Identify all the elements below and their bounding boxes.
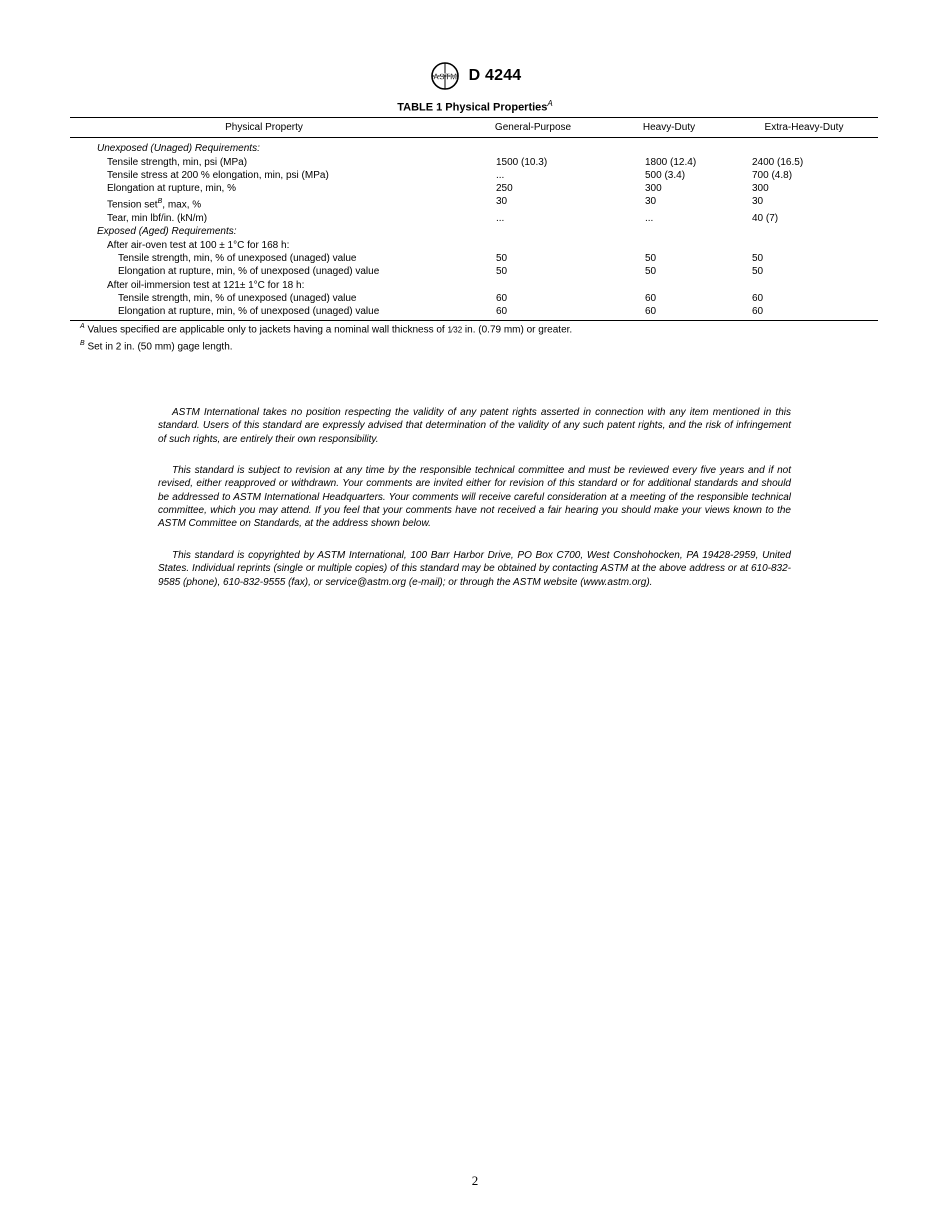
row-label: Exposed (Aged) Requirements: bbox=[97, 226, 237, 238]
cell: 50 bbox=[645, 266, 657, 278]
revision-notice bbox=[158, 464, 791, 530]
row-label: Tensile stress at 200 % elongation, min, psi (MPa) bbox=[107, 169, 329, 181]
row-label: Elongation at rupture, min, % of unexposed (unaged) value bbox=[118, 266, 380, 278]
table-row bbox=[70, 156, 878, 169]
cell: 250 bbox=[496, 183, 513, 195]
notice-paragraph: ASTM International takes no position respecting the validity of any patent rights asserted in connection with any item mentioned in this standard. Users of this standard are expressly advised that determination of the validity of any such patent rights, and the risk of infringement of such rights, are entirely their own responsibility. bbox=[158, 407, 791, 445]
table-row bbox=[70, 305, 878, 321]
table-row bbox=[70, 212, 878, 225]
cell: 50 bbox=[496, 266, 508, 278]
cell: 60 bbox=[752, 292, 764, 304]
footnote-marker: B bbox=[157, 198, 163, 206]
footnote-b bbox=[80, 337, 572, 354]
cell: 30 bbox=[645, 196, 657, 208]
row-label: Elongation at rupture, min, % bbox=[107, 183, 236, 195]
cell: 2400 (16.5) bbox=[752, 156, 804, 168]
cell bbox=[458, 279, 608, 292]
row-label: Tensile strength, min, % of unexposed (unaged) value bbox=[118, 292, 357, 304]
footnote-text: Set in 2 in. (50 mm) gage length. bbox=[84, 341, 233, 353]
table-row bbox=[70, 182, 878, 195]
cell: 50 bbox=[752, 253, 764, 264]
cell: 40 (7) bbox=[752, 213, 779, 225]
table-row bbox=[70, 225, 878, 238]
row-label: After air-oven test at 100 ± 1°C for 168 h: bbox=[107, 239, 290, 251]
cell bbox=[730, 239, 878, 252]
cell: 500 (3.4) bbox=[645, 169, 686, 181]
row-label-suffix: , max, % bbox=[162, 199, 202, 211]
table-row bbox=[70, 265, 878, 278]
cell bbox=[730, 138, 878, 156]
table-row bbox=[70, 279, 878, 292]
table-title-text: TABLE 1 Physical Properties bbox=[397, 101, 548, 114]
cell: 60 bbox=[645, 292, 657, 304]
cell: 50 bbox=[752, 266, 764, 278]
table-title bbox=[0, 99, 950, 114]
copyright-notice bbox=[158, 549, 791, 589]
column-header: General-Purpose bbox=[458, 118, 608, 138]
cell: ... bbox=[645, 213, 654, 225]
cell bbox=[730, 279, 878, 292]
cell: 60 bbox=[496, 292, 508, 304]
cell: ... bbox=[496, 213, 505, 225]
cell bbox=[608, 225, 730, 238]
table-row bbox=[70, 239, 878, 252]
row-label: Tensile strength, min, psi (MPa) bbox=[107, 156, 248, 168]
cell bbox=[608, 279, 730, 292]
cell: 700 (4.8) bbox=[752, 169, 793, 181]
standard-designation: D 4244 bbox=[468, 67, 522, 84]
cell bbox=[458, 239, 608, 252]
footnote-marker: B bbox=[80, 340, 85, 348]
cell: 1800 (12.4) bbox=[645, 156, 697, 168]
notice-paragraph: This standard is subject to revision at any time by the responsible technical committee and must be reviewed every five years and if not revised, either reapproved or withdrawn. Your comments are invited either for revision of this standard or for additional standards and should be addressed to ASTM International Headquarters. Your comments will receive careful consideration at a meeting of the responsible technical committee, which you may attend. If you feel that your comments have not received a fair hearing you should make your views known to the ASTM Committee on Standards, at the address shown below. bbox=[158, 465, 791, 530]
footnote-text: Values specified are applicable only to jackets having a nominal wall thickness of bbox=[84, 324, 448, 336]
cell bbox=[608, 138, 730, 156]
cell: 30 bbox=[752, 196, 764, 208]
footnote-a bbox=[80, 320, 572, 337]
cell bbox=[608, 239, 730, 252]
column-header: Extra-Heavy-Duty bbox=[730, 118, 878, 138]
row-label: Unexposed (Unaged) Requirements: bbox=[97, 143, 260, 155]
cell: 50 bbox=[496, 253, 508, 264]
cell: 60 bbox=[730, 305, 878, 321]
svg-text:ASTM: ASTM bbox=[432, 71, 457, 82]
table-row bbox=[70, 138, 878, 156]
cell: 300 bbox=[752, 183, 769, 195]
cell: 50 bbox=[645, 253, 657, 264]
astm-logo-icon bbox=[429, 60, 461, 92]
page-number: 2 bbox=[471, 1173, 479, 1188]
cell bbox=[730, 225, 878, 238]
patent-notice bbox=[158, 406, 791, 446]
table-row bbox=[70, 195, 878, 212]
cell bbox=[458, 138, 608, 156]
table-row bbox=[70, 252, 878, 265]
column-header: Physical Property bbox=[70, 118, 458, 138]
row-label: Tensile strength, min, % of unexposed (unaged) value bbox=[118, 253, 357, 264]
table-title-footnote: A bbox=[547, 99, 553, 108]
table-row bbox=[70, 292, 878, 305]
cell: 30 bbox=[496, 196, 508, 208]
row-label bbox=[70, 195, 458, 212]
cell: 60 bbox=[458, 305, 608, 321]
cell: ... bbox=[496, 169, 505, 181]
document-header bbox=[0, 60, 950, 92]
physical-properties-table bbox=[70, 117, 878, 321]
row-label: Tear, min lbf/in. (kN/m) bbox=[107, 213, 208, 225]
row-label: After oil-immersion test at 121± 1°C for 18 h: bbox=[107, 279, 305, 291]
footnote-marker: A bbox=[80, 323, 85, 330]
footnote-text: in. (0.79 mm) or greater. bbox=[462, 324, 573, 336]
cell bbox=[458, 225, 608, 238]
cell: 60 bbox=[608, 305, 730, 321]
row-label-text: Tension set bbox=[107, 199, 158, 211]
cell: 1500 (10.3) bbox=[496, 156, 548, 168]
row-label: Elongation at rupture, min, % of unexposed (unaged) value bbox=[70, 305, 458, 321]
column-header: Heavy-Duty bbox=[608, 118, 730, 138]
fraction: 1⁄32 bbox=[447, 325, 463, 335]
table-header-row bbox=[70, 118, 878, 138]
table-footnotes bbox=[80, 320, 572, 355]
cell: 300 bbox=[645, 183, 662, 195]
table-row bbox=[70, 169, 878, 182]
notice-paragraph: This standard is copyrighted by ASTM International, 100 Barr Harbor Drive, PO Box C700, West Conshohocken, PA 19428-2959, United States. Individual reprints (single or multiple copies) of this standard may be obtained by contacting ASTM at the above address or at 610-832-9585 (phone), 610-832-9555 (fax), or service@astm.org (e-mail); or through the ASTM website (www.astm.org). bbox=[158, 550, 791, 588]
